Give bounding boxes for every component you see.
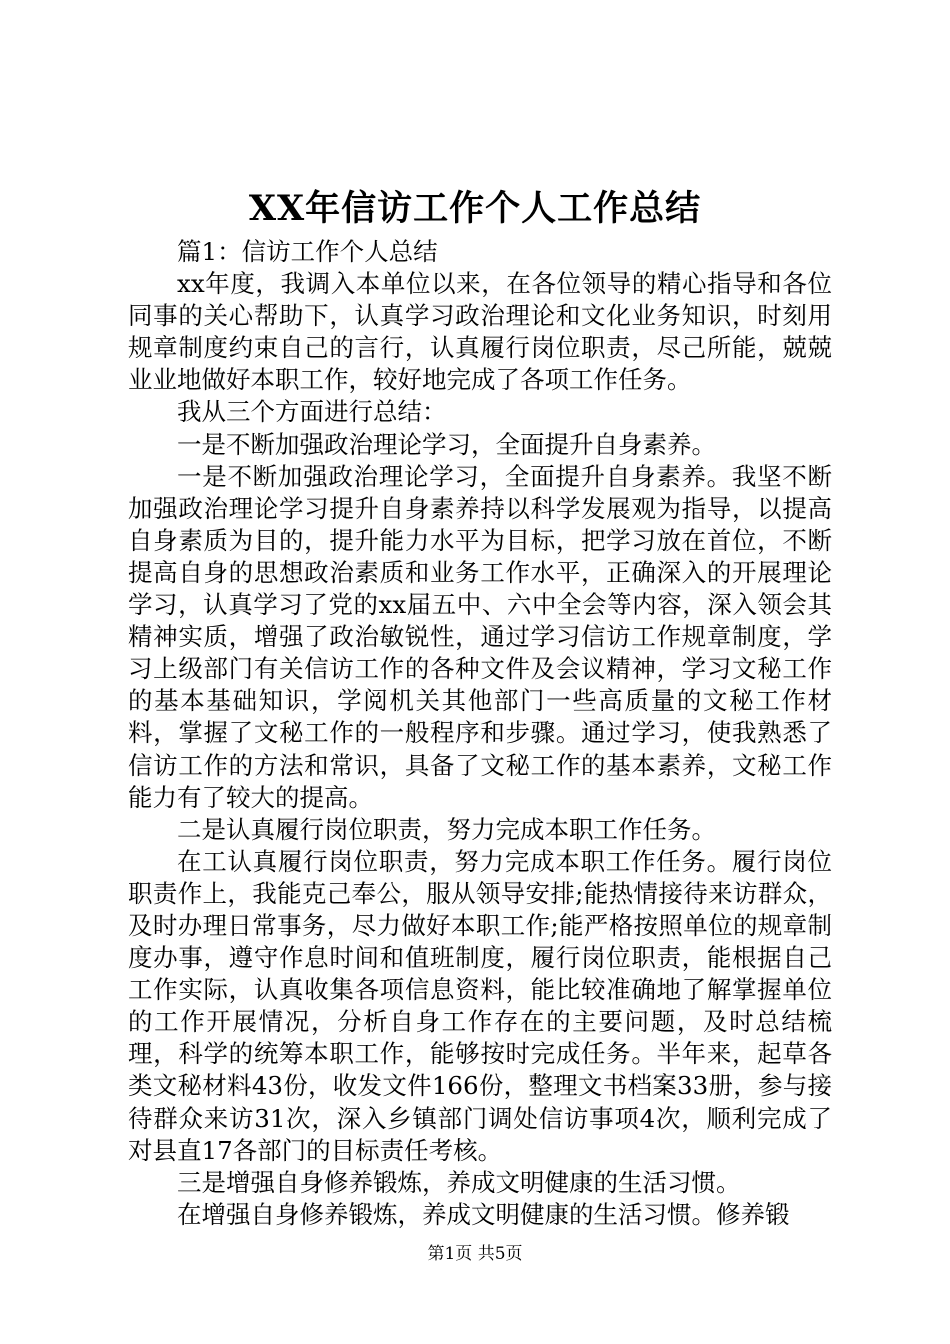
point-3-paragraph: 在增强自身修养锻炼，养成文明健康的生活习惯。修养锻 [177,1199,790,1229]
intro-paragraph: xx年度，我调入本单位以来，在各位领导的精心指导和各位同事的关心帮助下，认真学习政治理论和文化业务知识，时刻用规章制度约束自己的言行，认真履行岗位职责，尽己所能，兢兢业业地做好本职工作，较好地完成了各项工作任务。 [128,269,832,395]
point-2-heading: 二是认真履行岗位职责，努力完成本职工作任务。 [177,814,716,844]
point-2-paragraph: 在工认真履行岗位职责，努力完成本职工作任务。履行岗位职责作上，我能克己奉公，服从领导安排;能热情接待来访群众，及时办理日常事务，尽力做好本职工作;能严格按照单位的规章制度办事，遵守作息时间和值班制度，履行岗位职责，能根据自己工作实际，认真收集各项信息资料，能比较准确地了解掌握单位的工作开展情况，分析自身工作存在的主要问题，及时总结梳理，科学的统筹本职工作，能够按时完成任务。半年来，起草各类文秘材料43份，收发文件166份，整理文书档案33册，参与接待群众来访31次，深入乡镇部门调处信访事项4次，顺利完成了对县直17各部门的目标责任考核。 [128,846,832,1165]
document-body [128,236,832,1231]
summary-lead: 我从三个方面进行总结： [177,397,447,427]
section-heading-1: 篇1：信访工作个人总结 [177,237,438,266]
point-1-paragraph: 一是不断加强政治理论学习，全面提升自身素养。我坚不断加强政治理论学习提升自身素养持以科学发展观为指导，以提高自身素质为目的，提升能力水平为目标，把学习放在首位，不断提高自身的思想政治素质和业务工作水平，正确深入的开展理论学习，认真学习了党的xx届五中、六中全会等内容，深入领会其精神实质，增强了政治敏锐性，通过学习信访工作规章制度，学习上级部门有关信访工作的各种文件及会议精神，学习文秘工作的基本基础知识，学阅机关其他部门一些高质量的文秘工作材料，掌握了文秘工作的一般程序和步骤。通过学习，使我熟悉了信访工作的方法和常识，具备了文秘工作的基本素养，文秘工作能力有了较大的提高。 [128,461,832,812]
point-3-heading: 三是增强自身修养锻炼，养成文明健康的生活习惯。 [177,1167,741,1197]
point-1-heading: 一是不断加强政治理论学习，全面提升自身素养。 [177,429,716,459]
document-title: XX年信访工作个人工作总结 [248,188,702,229]
page-number-footer: 第1页 共5页 [427,1244,523,1264]
